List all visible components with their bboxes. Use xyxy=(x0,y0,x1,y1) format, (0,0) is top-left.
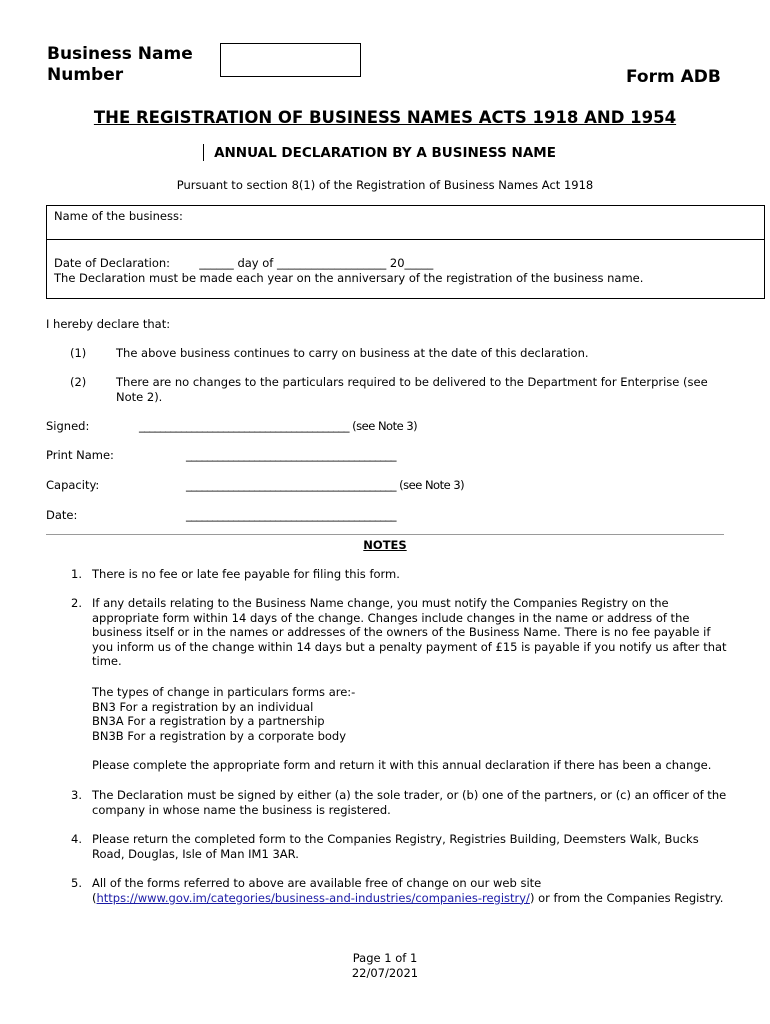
print-name-line[interactable]: ________________________________________ xyxy=(186,448,396,462)
note-text: There is no fee or late fee payable for filing this form. xyxy=(92,567,400,581)
note-text-before: All of the forms referred to above are available free of change on our web site ( xyxy=(92,876,542,905)
note-number: 1. xyxy=(71,567,82,581)
note-number: 2. xyxy=(71,596,82,610)
note-number: 5. xyxy=(71,876,82,890)
declaration-intro: I hereby declare that: xyxy=(46,317,171,331)
note-text xyxy=(92,876,727,905)
page-title: THE REGISTRATION OF BUSINESS NAMES ACTS 1918 AND 1954 xyxy=(93,108,677,127)
note-number: 4. xyxy=(71,832,82,846)
note-text: If any details relating to the Business Name change, you must notify the Companies Registry on the appropriate form within 14 days of the change. Changes include changes in the name or address of the business itself or in the names or addresses of the owners of the Business Name. There is no fee payable if you inform us of the change within 14 days but a penalty payment of £15 is payable if you notify us after that time. xyxy=(92,596,727,669)
notes-title: NOTES xyxy=(363,538,407,552)
business-name-field-label: Name of the business: xyxy=(54,209,183,223)
complete-form-text: Please complete the appropriate form and return it with this annual declaration if there has been a change. xyxy=(92,758,712,772)
change-type-item: BN3 For a registration by an individual xyxy=(92,700,314,714)
signed-label: Signed: xyxy=(46,419,90,433)
page-subtitle: ANNUAL DECLARATION BY A BUSINESS NAME xyxy=(214,145,556,161)
declaration-item-text: There are no changes to the particulars required to be delivered to the Department for Enterprise (see Note 2). xyxy=(116,375,708,404)
signed-line[interactable]: ________________________________________ (see Note 3) xyxy=(139,419,418,433)
date-of-declaration-line[interactable]: Date of Declaration: ______ day of ___________________ 20_____ xyxy=(54,256,434,270)
print-name-label: Print Name: xyxy=(46,448,114,462)
change-type-item: BN3A For a registration by a partnership xyxy=(92,714,325,728)
note-number: 3. xyxy=(71,788,82,802)
anniversary-note: The Declaration must be made each year on the anniversary of the registration of the business name. xyxy=(54,271,644,285)
business-name-label-line2: Number xyxy=(47,65,124,85)
declaration-item-number: (1) xyxy=(70,346,87,360)
business-name-number-field[interactable] xyxy=(220,43,361,77)
footer-date: 22/07/2021 xyxy=(351,965,419,980)
pursuant-text: Pursuant to section 8(1) of the Registration of Business Names Act 1918 xyxy=(176,178,594,192)
business-name-label-line1: Business Name xyxy=(47,44,193,64)
date-line[interactable]: ________________________________________ xyxy=(186,508,396,522)
business-name-number-label xyxy=(47,44,193,86)
page-footer xyxy=(0,951,770,980)
note-text-after: ) or from the Companies Registry. xyxy=(529,890,724,905)
form-id: Form ADB xyxy=(626,67,721,87)
change-type-item: BN3B For a registration by a corporate body xyxy=(92,729,347,743)
page-number: Page 1 of 1 xyxy=(352,951,418,965)
capacity-line[interactable]: ________________________________________ (see Note 3) xyxy=(186,478,465,492)
capacity-label: Capacity: xyxy=(46,478,100,492)
change-types-intro: The types of change in particulars forms are:- xyxy=(92,685,356,699)
declaration-item-text: The above business continues to carry on business at the date of this declaration. xyxy=(116,346,589,360)
business-name-row[interactable] xyxy=(47,206,764,240)
date-label: Date: xyxy=(46,508,78,522)
business-details-table xyxy=(46,205,765,299)
declaration-item-number: (2) xyxy=(70,375,87,389)
divider xyxy=(46,534,724,535)
note-text: Please return the completed form to the Companies Registry, Registries Building, Deemsters Walk, Bucks Road, Douglas, Isle of Man IM1 3AR. xyxy=(92,832,699,861)
note-text: The Declaration must be signed by either (a) the sole trader, or (b) one of the partners, or (c) an officer of the company in whose name the business is registered. xyxy=(92,788,727,817)
companies-registry-link[interactable]: https://www.gov.im/categories/business-and-industries/companies-registry/ xyxy=(96,890,530,905)
